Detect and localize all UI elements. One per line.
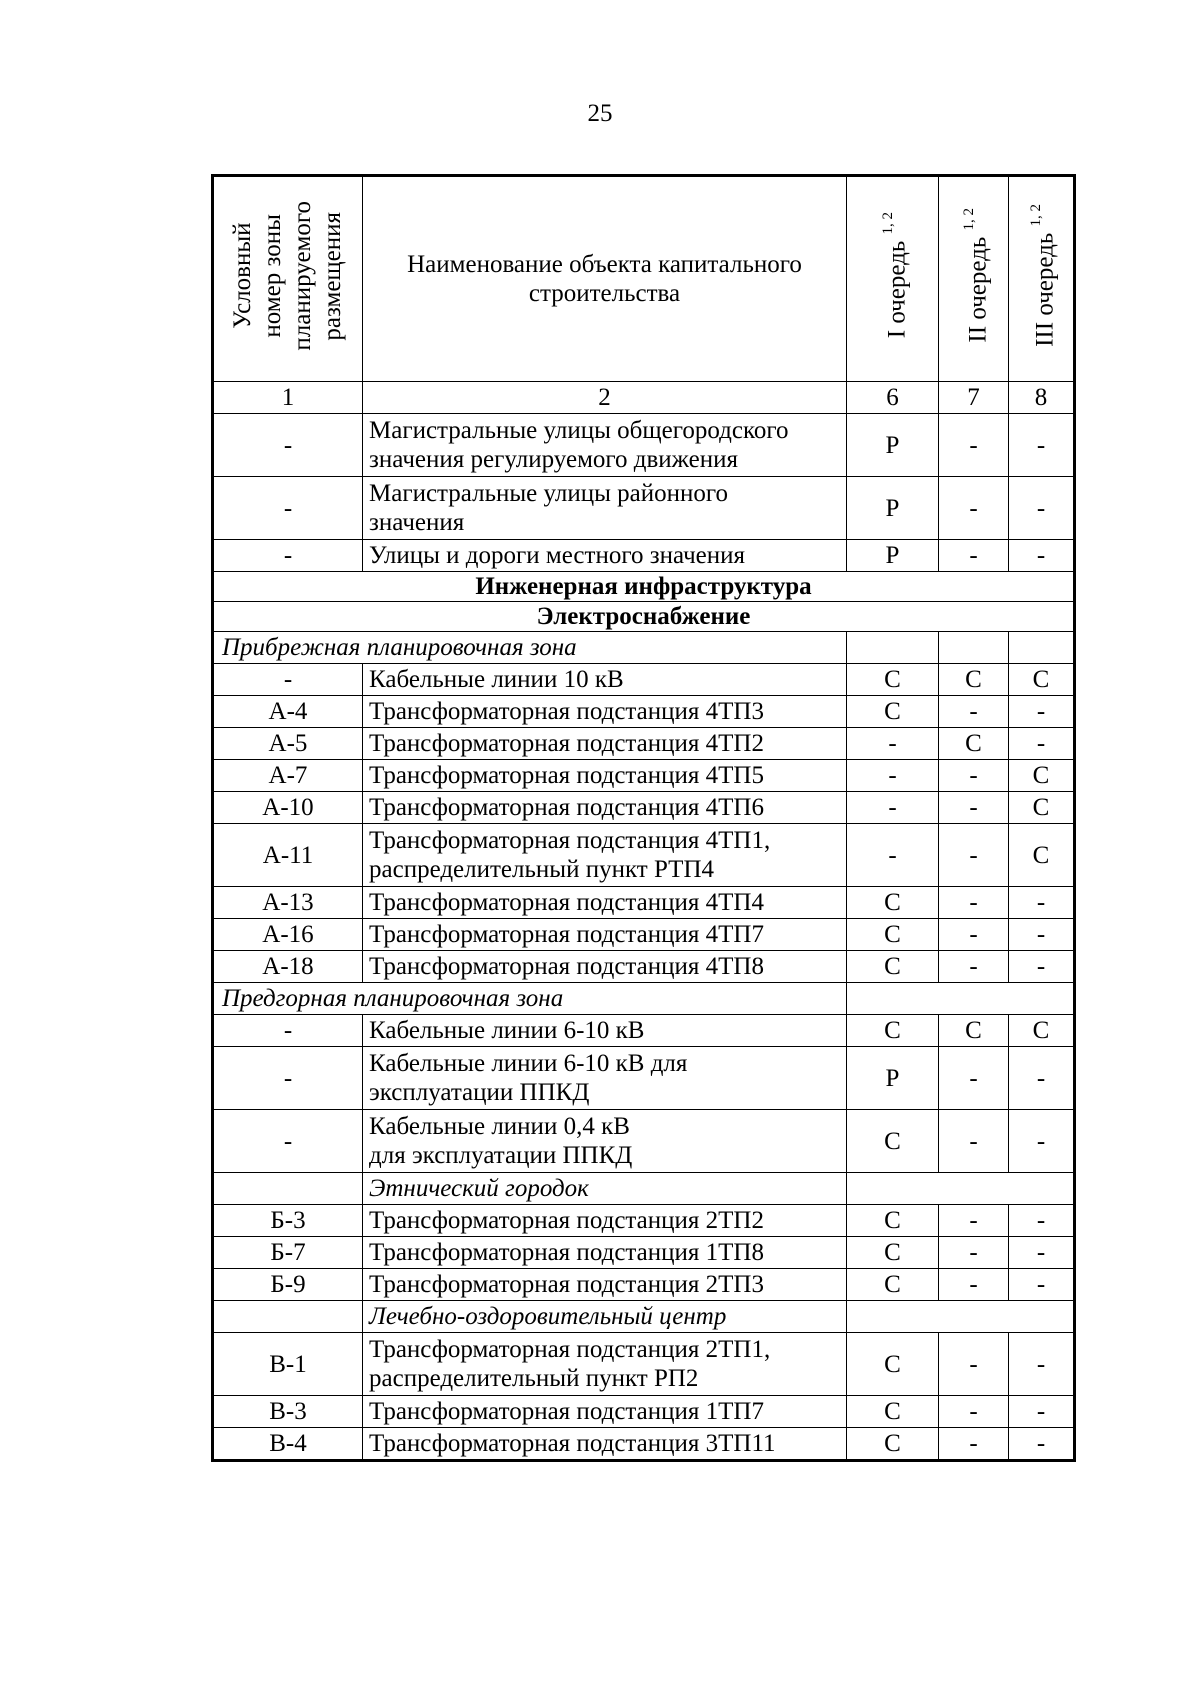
- zone-label: Предгорная планировочная зона: [213, 983, 847, 1015]
- header-phase-1: I очередь $^{1, 2}$: [847, 176, 939, 382]
- subzone-label: Этнический городок: [363, 1173, 847, 1205]
- phase-2-cell: -: [939, 540, 1009, 572]
- object-name-cell: Кабельные линии 10 кВ: [363, 664, 847, 696]
- section-title: Инженерная инфраструктура: [213, 572, 1075, 602]
- object-name-cell: Трансформаторная подстанция 4ТП4: [363, 887, 847, 919]
- phase-2-cell: -: [939, 1428, 1009, 1461]
- phase-2-cell: С: [939, 664, 1009, 696]
- object-name-cell: Трансформаторная подстанция 3ТП11: [363, 1428, 847, 1461]
- zone-header-row: [213, 983, 1075, 1015]
- object-name-cell: Кабельные линии 6-10 кВ: [363, 1015, 847, 1047]
- object-name-cell: Трансформаторная подстанция 4ТП5: [363, 760, 847, 792]
- object-name-cell: Трансформаторная подстанция 1ТП8: [363, 1237, 847, 1269]
- phase-1-cell: -: [847, 760, 939, 792]
- table-row: [213, 414, 1075, 477]
- zone-number-cell: В-4: [213, 1428, 363, 1461]
- capital-construction-table: [211, 174, 1076, 1462]
- zone-number-cell: -: [213, 664, 363, 696]
- phase-3-cell: -: [1009, 951, 1075, 983]
- phase-1-cell: С: [847, 887, 939, 919]
- object-name-cell: Магистральные улицы общегородского значения регулируемого движения: [363, 414, 847, 477]
- phase-1-cell: С: [847, 1333, 939, 1396]
- index-cell: 2: [363, 382, 847, 414]
- object-name-cell: Магистральные улицы районного значения: [363, 477, 847, 540]
- table-row: [213, 477, 1075, 540]
- phase-3-cell: -: [1009, 1047, 1075, 1110]
- table-row: [213, 824, 1075, 887]
- phase-3-cell: -: [1009, 1428, 1075, 1461]
- table-row: [213, 951, 1075, 983]
- index-cell: 7: [939, 382, 1009, 414]
- object-name-cell: Трансформаторная подстанция 4ТП2: [363, 728, 847, 760]
- section-row: [213, 572, 1075, 602]
- phase-3-cell: -: [1009, 1205, 1075, 1237]
- table-row: [213, 1237, 1075, 1269]
- phase-3-cell: С: [1009, 760, 1075, 792]
- column-index-row: [213, 382, 1075, 414]
- object-name-cell: Трансформаторная подстанция 2ТП3: [363, 1269, 847, 1301]
- phase-2-cell: С: [939, 728, 1009, 760]
- phase-3-cell: -: [1009, 1269, 1075, 1301]
- subsection-title: Электроснабжение: [213, 602, 1075, 632]
- phase-1-cell: С: [847, 664, 939, 696]
- phase-1-cell: Р: [847, 540, 939, 572]
- table-row: [213, 1205, 1075, 1237]
- phase-1-cell: С: [847, 1110, 939, 1173]
- phase-3-cell: -: [1009, 540, 1075, 572]
- header-phase-2: II очередь $^{1, 2}$: [939, 176, 1009, 382]
- zone-label: Прибрежная планировочная зона: [213, 632, 847, 664]
- phase-2-cell: -: [939, 919, 1009, 951]
- phase-1-cell: С: [847, 951, 939, 983]
- object-name-cell: Трансформаторная подстанция 1ТП7: [363, 1396, 847, 1428]
- object-name-cell: Трансформаторная подстанция 4ТП8: [363, 951, 847, 983]
- phase-2-cell: -: [939, 1047, 1009, 1110]
- phase-2-cell: -: [939, 414, 1009, 477]
- phase-2-cell: -: [939, 951, 1009, 983]
- phase-1-cell: С: [847, 1269, 939, 1301]
- phase-1-cell: С: [847, 1015, 939, 1047]
- zone-number-cell: А-10: [213, 792, 363, 824]
- table-row: [213, 792, 1075, 824]
- table-row: [213, 1110, 1075, 1173]
- zone-number-cell: В-3: [213, 1396, 363, 1428]
- phase-1-cell: -: [847, 792, 939, 824]
- zone-number-cell: А-5: [213, 728, 363, 760]
- phase-3-cell: С: [1009, 664, 1075, 696]
- phase-1-cell: Р: [847, 1047, 939, 1110]
- phase-1-cell: С: [847, 1428, 939, 1461]
- object-name-cell: Улицы и дороги местного значения: [363, 540, 847, 572]
- header-zone-number-text: Условный номер зоны планируемого размещения: [229, 200, 346, 351]
- zone-number-cell: -: [213, 1110, 363, 1173]
- table-row: [213, 728, 1075, 760]
- subzone-header-row: [213, 1301, 1075, 1333]
- phase-2-cell: -: [939, 1110, 1009, 1173]
- phase-2-cell: -: [939, 792, 1009, 824]
- table-row: [213, 540, 1075, 572]
- zone-number-cell: Б-9: [213, 1269, 363, 1301]
- zone-number-cell: В-1: [213, 1333, 363, 1396]
- object-name-cell: Трансформаторная подстанция 4ТП3: [363, 696, 847, 728]
- phase-3-cell: -: [1009, 1237, 1075, 1269]
- subzone-label: Лечебно-оздоровительный центр: [363, 1301, 847, 1333]
- table-row: [213, 919, 1075, 951]
- table-row: [213, 664, 1075, 696]
- phase-2-cell: -: [939, 824, 1009, 887]
- phase-1-cell: С: [847, 1396, 939, 1428]
- phase-2-cell: -: [939, 1333, 1009, 1396]
- zone-number-cell: А-4: [213, 696, 363, 728]
- phase-3-cell: -: [1009, 728, 1075, 760]
- index-cell: 6: [847, 382, 939, 414]
- phase-3-cell: -: [1009, 414, 1075, 477]
- phase-3-cell: -: [1009, 1396, 1075, 1428]
- zone-number-cell: А-7: [213, 760, 363, 792]
- zone-number-cell: А-13: [213, 887, 363, 919]
- object-name-cell: Трансформаторная подстанция 4ТП6: [363, 792, 847, 824]
- phase-1-cell: С: [847, 696, 939, 728]
- phase-2-cell: -: [939, 1205, 1009, 1237]
- phase-3-cell: С: [1009, 824, 1075, 887]
- phase-2-cell: -: [939, 1269, 1009, 1301]
- index-cell: 1: [213, 382, 363, 414]
- zone-number-cell: А-16: [213, 919, 363, 951]
- zone-header-row: [213, 632, 1075, 664]
- table-row: [213, 1015, 1075, 1047]
- phase-3-cell: С: [1009, 792, 1075, 824]
- header-row: [213, 176, 1075, 382]
- phase-1-cell: С: [847, 1205, 939, 1237]
- phase-1-cell: Р: [847, 414, 939, 477]
- phase-3-cell: -: [1009, 477, 1075, 540]
- phase-1-cell: Р: [847, 477, 939, 540]
- zone-number-cell: Б-3: [213, 1205, 363, 1237]
- header-zone-number: [213, 176, 363, 382]
- object-name-cell: Трансформаторная подстанция 2ТП1, распределительный пункт РП2: [363, 1333, 847, 1396]
- zone-number-cell: -: [213, 1047, 363, 1110]
- zone-number-cell: -: [213, 477, 363, 540]
- phase-3-cell: С: [1009, 1015, 1075, 1047]
- phase-3-cell: -: [1009, 1110, 1075, 1173]
- zone-number-cell: -: [213, 1015, 363, 1047]
- phase-3-cell: -: [1009, 919, 1075, 951]
- subsection-row: [213, 602, 1075, 632]
- table-body: [213, 382, 1075, 1461]
- phase-3-cell: -: [1009, 887, 1075, 919]
- table-row: [213, 1428, 1075, 1461]
- table-row: [213, 696, 1075, 728]
- phase-1-cell: С: [847, 1237, 939, 1269]
- header-phase-3: III очередь $^{1, 2}$: [1009, 176, 1075, 382]
- phase-1-cell: -: [847, 824, 939, 887]
- index-cell: 8: [1009, 382, 1075, 414]
- phase-2-cell: -: [939, 887, 1009, 919]
- zone-number-cell: А-11: [213, 824, 363, 887]
- object-name-cell: Трансформаторная подстанция 4ТП7: [363, 919, 847, 951]
- object-name-cell: Трансформаторная подстанция 2ТП2: [363, 1205, 847, 1237]
- object-name-cell: Кабельные линии 0,4 кВ для эксплуатации ППКД: [363, 1110, 847, 1173]
- page-number: 25: [587, 100, 613, 127]
- table-row: [213, 1047, 1075, 1110]
- phase-2-cell: -: [939, 760, 1009, 792]
- phase-3-cell: -: [1009, 1333, 1075, 1396]
- phase-3-cell: -: [1009, 696, 1075, 728]
- table-row: [213, 887, 1075, 919]
- subzone-header-row: [213, 1173, 1075, 1205]
- phase-2-cell: -: [939, 477, 1009, 540]
- table-row: [213, 1269, 1075, 1301]
- zone-number-cell: Б-7: [213, 1237, 363, 1269]
- phase-1-cell: С: [847, 919, 939, 951]
- zone-number-cell: -: [213, 540, 363, 572]
- phase-2-cell: -: [939, 696, 1009, 728]
- table-row: [213, 1333, 1075, 1396]
- phase-1-cell: -: [847, 728, 939, 760]
- table-row: [213, 1396, 1075, 1428]
- object-name-cell: Кабельные линии 6-10 кВ для эксплуатации ППКД: [363, 1047, 847, 1110]
- header-object-name: Наименование объекта капитального строительства: [363, 176, 847, 382]
- phase-2-cell: -: [939, 1237, 1009, 1269]
- object-name-cell: Трансформаторная подстанция 4ТП1, распределительный пункт РТП4: [363, 824, 847, 887]
- phase-2-cell: С: [939, 1015, 1009, 1047]
- table-row: [213, 760, 1075, 792]
- zone-number-cell: А-18: [213, 951, 363, 983]
- zone-number-cell: -: [213, 414, 363, 477]
- phase-2-cell: -: [939, 1396, 1009, 1428]
